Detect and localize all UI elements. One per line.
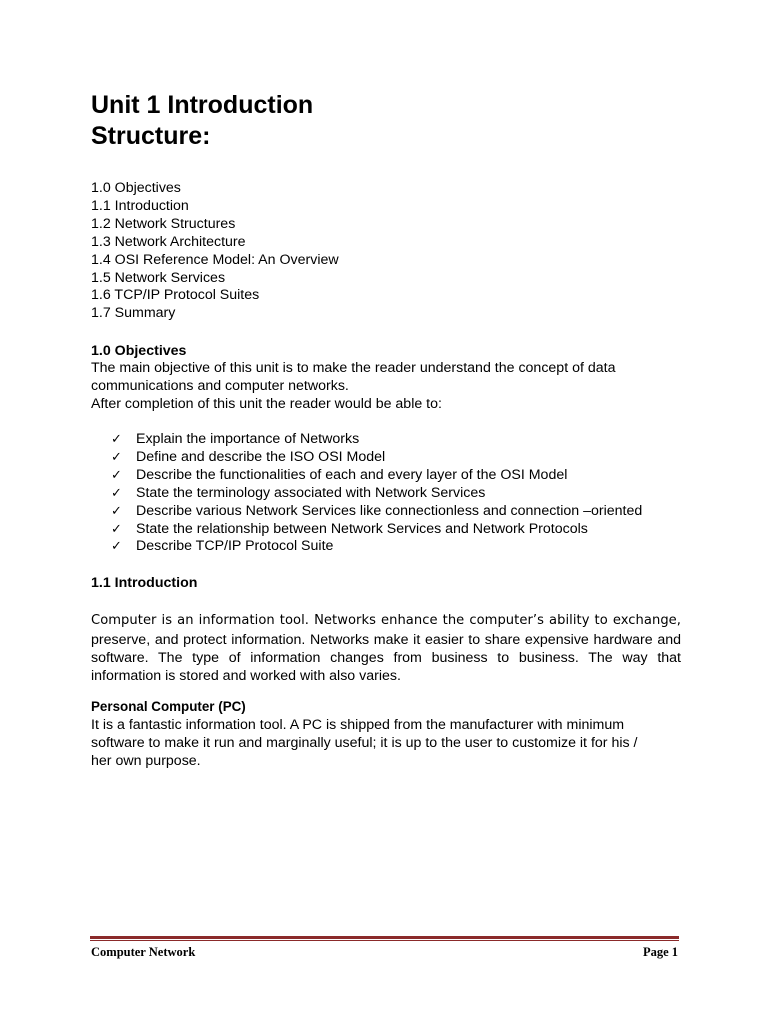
checklist-item	[111, 538, 681, 556]
checkmark-icon: ✓	[111, 521, 122, 537]
toc-item: 1.7 Summary	[91, 305, 176, 322]
checklist-item-text: State the relationship between Network Services and Network Protocols	[136, 520, 588, 537]
toc-item: 1.3 Network Architecture	[91, 233, 246, 250]
introduction-paragraph	[91, 611, 681, 685]
personal-computer-paragraph	[91, 716, 681, 771]
objectives-line: The main objective of this unit is to make the reader understand the concept of data	[91, 360, 616, 377]
checklist-item-text: State the terminology associated with Network Services	[136, 484, 486, 501]
footer-divider	[90, 936, 679, 939]
toc-item: 1.5 Network Services	[91, 269, 226, 286]
checklist-item	[111, 521, 681, 539]
footer-divider-thin	[90, 940, 679, 941]
pc-line: her own purpose.	[91, 752, 201, 769]
unit-title	[91, 90, 681, 152]
footer-course-name: Computer Network	[91, 945, 196, 959]
structure-title-line: Structure:	[91, 122, 211, 150]
checklist-item-text: Explain the importance of Networks	[136, 430, 360, 447]
objectives-paragraph	[91, 360, 681, 414]
objectives-line: After completion of this unit the reader would be able to:	[91, 396, 442, 413]
personal-computer-heading: Personal Computer (PC)	[91, 698, 246, 714]
checklist-item	[111, 485, 681, 503]
checkmark-icon: ✓	[111, 485, 122, 501]
checklist-item	[111, 431, 681, 449]
pc-line: It is a fantastic information tool. A PC is shipped from the manufacturer with minimum	[91, 716, 625, 733]
checklist-item-text: Describe the functionalities of each and every layer of the OSI Model	[136, 466, 568, 483]
checklist-item-text: Describe TCP/IP Protocol Suite	[136, 538, 334, 555]
checklist-item	[111, 449, 681, 467]
checklist-item	[111, 503, 681, 521]
checkmark-icon: ✓	[111, 449, 122, 465]
toc-item: 1.0 Objectives	[91, 180, 181, 196]
introduction-heading: 1.1 Introduction	[91, 575, 198, 592]
table-of-contents	[91, 180, 681, 323]
checkmark-icon: ✓	[111, 431, 122, 447]
toc-item: 1.4 OSI Reference Model: An Overview	[91, 251, 339, 268]
footer-page-number: Page 1	[642, 945, 678, 959]
objectives-line: communications and computer networks.	[91, 378, 349, 395]
checkmark-icon: ✓	[111, 467, 122, 483]
checklist-item	[111, 467, 681, 485]
introduction-body-text: preserve, and protect information. Networks make it easier to share expensive hardware and software. The type of information changes from business to business. The way that information is stored and worked with also varies.	[91, 631, 681, 685]
pc-line: software to make it run and marginally useful; it is up to the user to customize it for his /	[91, 734, 638, 751]
unit-title-line: Unit 1 Introduction	[91, 91, 314, 119]
document-page	[91, 90, 681, 770]
checklist-item-text: Describe various Network Services like connectionless and connection –oriented	[136, 502, 643, 519]
introduction-lead-text: Computer is an information tool. Networks enhance the computer’s ability to exchange,	[91, 613, 681, 629]
toc-item: 1.6 TCP/IP Protocol Suites	[91, 287, 260, 304]
toc-item: 1.2 Network Structures	[91, 215, 236, 232]
checkmark-icon: ✓	[111, 539, 122, 555]
objectives-heading: 1.0 Objectives	[91, 343, 187, 360]
checkmark-icon: ✓	[111, 503, 122, 519]
toc-item: 1.1 Introduction	[91, 197, 189, 214]
checklist-item-text: Define and describe the ISO OSI Model	[136, 448, 386, 465]
objectives-checklist	[91, 431, 681, 556]
